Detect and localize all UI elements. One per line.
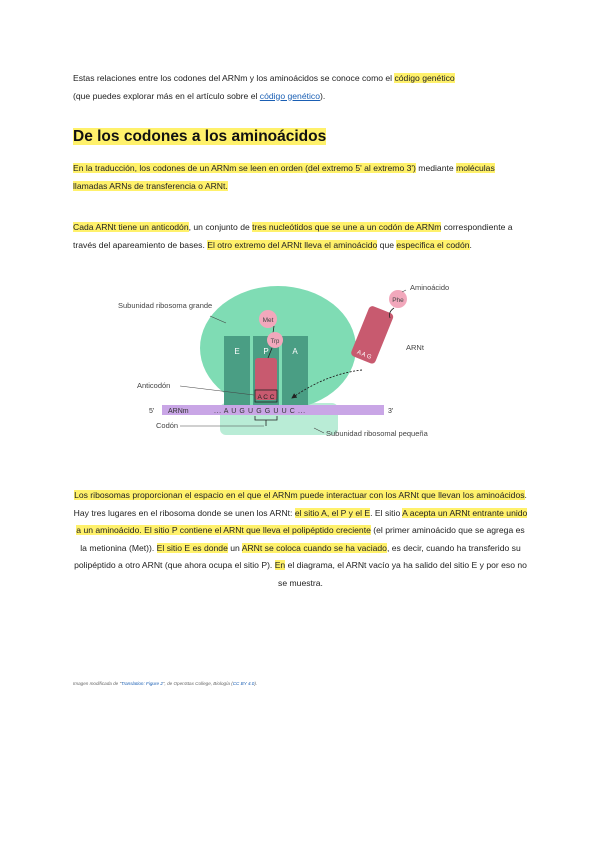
phe-label: Phe <box>392 297 404 304</box>
source-figure-link[interactable]: Translation: Figure 2 <box>121 681 163 686</box>
three-prime-label: 3' <box>388 408 394 415</box>
highlight-reading-order: En la traducción, los codones de un ARNm se leen en orden (del extremo 5' al extremo 3') <box>73 163 416 173</box>
translation-diagram <box>100 278 450 458</box>
intro-text: Estas relaciones entre los codones del ARNm y los aminoácidos se conoce como el <box>73 73 395 83</box>
text: , un conjunto de <box>188 222 253 232</box>
intro-text-3: ). <box>319 90 326 101</box>
image-credit <box>73 681 257 686</box>
highlight-genetic-code: código genético <box>394 73 455 83</box>
paragraph-anticodon <box>73 219 528 254</box>
anticodon-label: Anticodón <box>137 381 171 390</box>
highlight-anticodon: Cada ARNt tiene un anticodón <box>73 222 189 232</box>
highlight-sites: el sitio A, el P y el E <box>294 507 371 518</box>
text: correspondiente a través del apareamiento de bases. <box>73 222 513 250</box>
section-heading: De los codones a los aminoácidos <box>73 128 327 145</box>
text: un <box>227 542 242 553</box>
genetic-code-link[interactable]: código genético <box>259 90 320 101</box>
highlight-ribosome-space: Los ribosomas proporcionan el espacio en el que el ARNm puede interactuar con los ARNt que llevan los aminoácidos <box>74 490 525 500</box>
trp-label: Trp <box>270 339 280 345</box>
text: . <box>469 239 472 250</box>
paragraph-ribosomes <box>73 487 528 592</box>
free-anticodon-sequence: A A G <box>355 349 373 361</box>
intro-text-2: (que puedes explorar más en el artículo sobre el <box>73 90 260 101</box>
highlight-other-end: El otro extremo del ARNt lleva el aminoácido <box>207 239 378 250</box>
anticodon-p-sequence: A C C <box>257 394 275 401</box>
text: que <box>377 239 397 250</box>
small-subunit-label: Subunidad ribosomal pequeña <box>326 429 428 438</box>
highlight-empty-trna: ARNt se coloca cuando se ha vaciado <box>241 542 387 553</box>
paragraph-translation <box>73 160 528 195</box>
text: ", de OpenStax College, Biología ( <box>162 681 233 686</box>
met-label: Met <box>262 317 274 324</box>
mrna-label: ARNm <box>168 408 189 415</box>
text: . Hay tres lugares en el ribosoma donde se unen los ARNt: <box>73 490 527 518</box>
highlight-three-nucleotides: tres nucleótidos que se une a un codón de ARNm <box>252 222 442 232</box>
aminoacid-label: Aminoácido <box>410 283 450 292</box>
free-trna <box>350 305 394 365</box>
trna-label: ARNt <box>406 343 424 352</box>
large-subunit-label: Subunidad ribosoma grande <box>118 301 213 310</box>
highlight-en: En <box>274 560 286 570</box>
highlight-trna-definition: moléculas llamadas ARNs de transferencia o ARNt. <box>73 163 495 191</box>
highlight-a-p-sites: A acepta un ARNt entrante unido a un aminoácido. El sitio P contiene el ARNt que lleva el polipéptido creciente <box>76 507 528 535</box>
mrna-sequence: ... A U G U G G U U C ... <box>214 408 306 415</box>
text: ). <box>254 681 258 686</box>
intro-paragraph <box>73 70 528 105</box>
highlight-codon-specifies: especifica el codón <box>396 239 470 250</box>
five-prime-label: 5' <box>149 408 155 415</box>
site-a-label: A <box>292 347 298 356</box>
text: el diagrama, el ARNt vacío ya ha salido del sitio E y por eso no se muestra. <box>278 560 527 588</box>
site-p-label: P <box>263 347 269 356</box>
text: . El sitio <box>370 507 403 518</box>
license-link[interactable]: CC BY 4.0 <box>232 681 255 686</box>
text: , es decir, cuando ha transferido su polipéptido a otro ARNt (que ahora ocupa el sitio P). <box>74 542 521 570</box>
text: Imagen modificada de " <box>73 681 122 686</box>
text: (el primer aminoácido que se agrega es la metionina (Met)). <box>80 525 525 553</box>
codon-label: Codón <box>156 421 179 430</box>
text: mediante <box>415 163 457 173</box>
site-e-label: E <box>234 347 240 356</box>
highlight-e-site: El sitio E es donde <box>156 542 228 553</box>
